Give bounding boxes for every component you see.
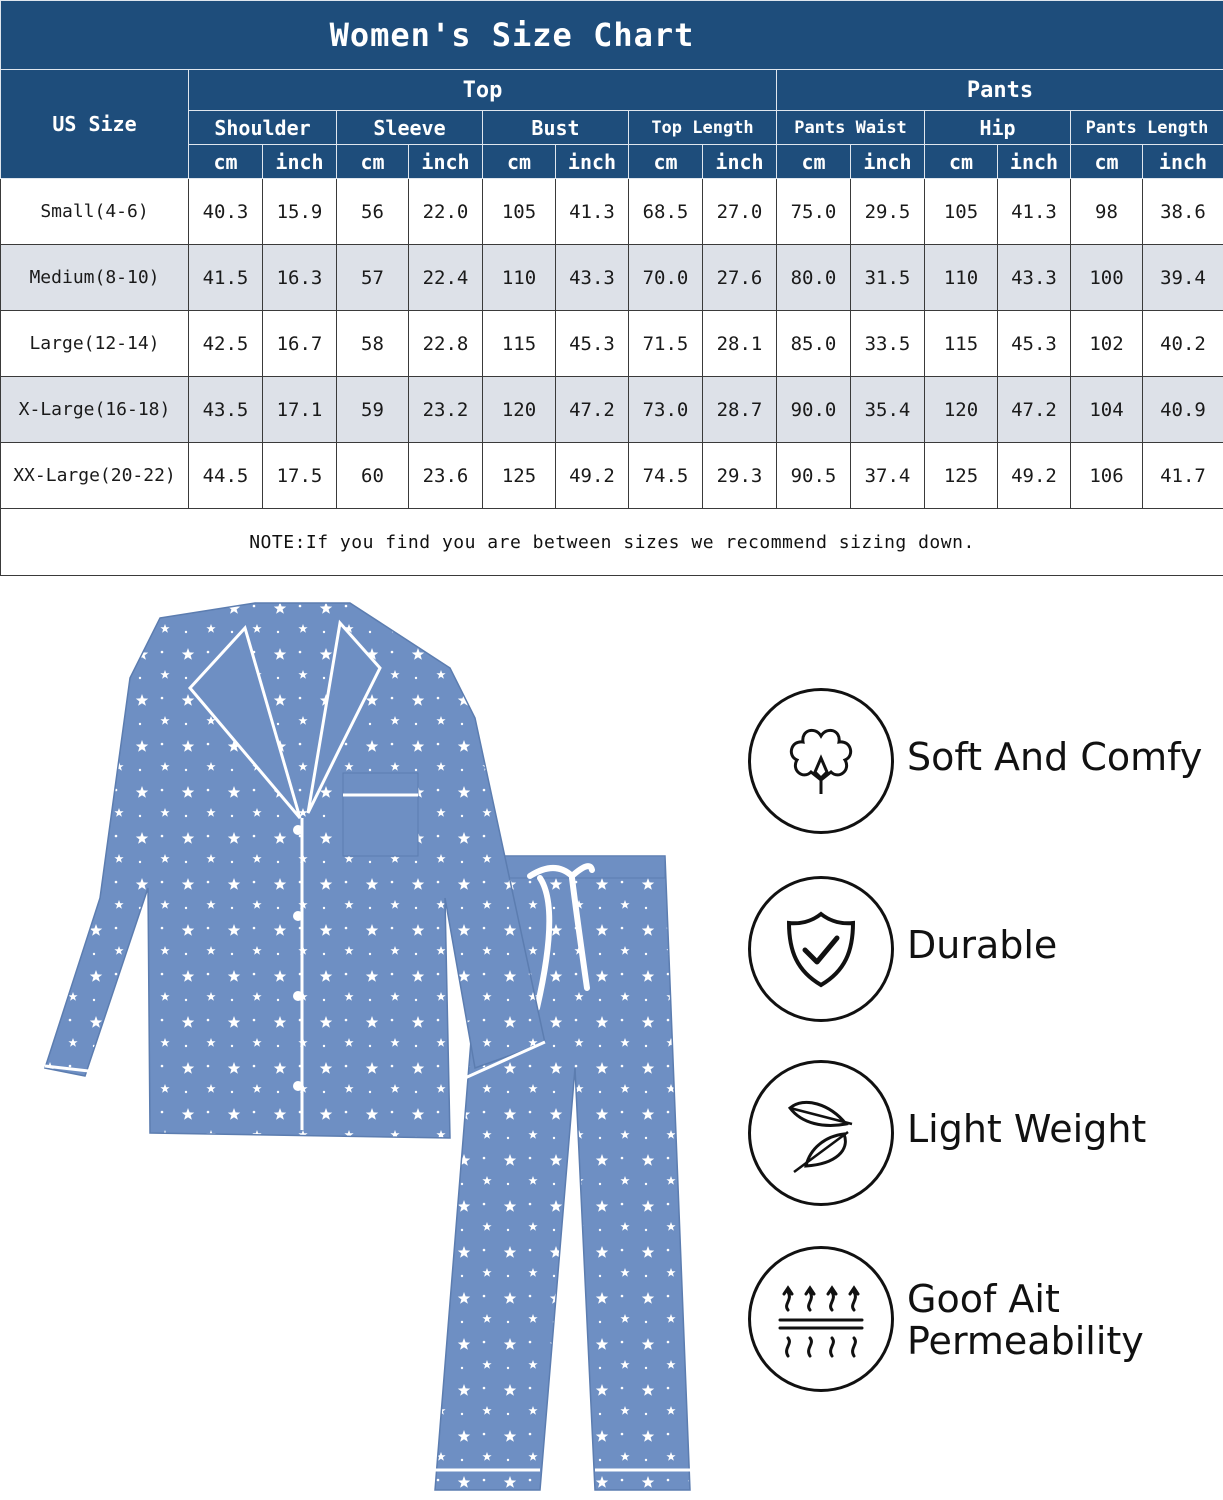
table-cell: 29.3 — [703, 443, 777, 509]
table-cell: 17.1 — [263, 377, 337, 443]
table-cell: 15.9 — [263, 179, 337, 245]
table-cell: 43.3 — [556, 245, 629, 311]
table-row — [1, 245, 1223, 311]
unit-header-inch: inch — [1143, 145, 1223, 179]
table-cell: 29.5 — [851, 179, 925, 245]
unit-header-inch: inch — [263, 145, 337, 179]
top-length-header: Top Length — [629, 111, 777, 145]
table-cell: 120 — [925, 377, 998, 443]
table-cell: 38.6 — [1143, 179, 1223, 245]
table-cell: 90.0 — [777, 377, 851, 443]
table-cell: 59 — [337, 377, 409, 443]
table-cell: 47.2 — [556, 377, 629, 443]
table-cell: 110 — [925, 245, 998, 311]
pants-group-header: Pants — [777, 70, 1223, 111]
shoulder-header: Shoulder — [189, 111, 337, 145]
table-cell: 56 — [337, 179, 409, 245]
table-cell: 44.5 — [189, 443, 263, 509]
unit-header-inch: inch — [409, 145, 483, 179]
unit-header-cm: cm — [925, 145, 998, 179]
size-label: Medium(8-10) — [1, 245, 189, 311]
table-cell: 125 — [925, 443, 998, 509]
table-cell: 73.0 — [629, 377, 703, 443]
table-cell: 57 — [337, 245, 409, 311]
unit-header-inch: inch — [556, 145, 629, 179]
unit-header-inch: inch — [851, 145, 925, 179]
table-cell: 27.6 — [703, 245, 777, 311]
table-cell: 70.0 — [629, 245, 703, 311]
table-cell: 41.3 — [998, 179, 1071, 245]
unit-header-cm: cm — [1071, 145, 1143, 179]
shield-check-icon — [748, 876, 894, 1022]
table-cell: 23.2 — [409, 377, 483, 443]
size-label: Small(4-6) — [1, 179, 189, 245]
size-label: Large(12-14) — [1, 311, 189, 377]
table-cell: 45.3 — [556, 311, 629, 377]
table-cell: 45.3 — [998, 311, 1071, 377]
table-cell: 23.6 — [409, 443, 483, 509]
air-flow-icon — [748, 1246, 894, 1392]
pants-length-header: Pants Length — [1071, 111, 1223, 145]
table-cell: 47.2 — [998, 377, 1071, 443]
table-cell: 27.0 — [703, 179, 777, 245]
table-cell: 74.5 — [629, 443, 703, 509]
table-cell: 68.5 — [629, 179, 703, 245]
unit-header-cm: cm — [337, 145, 409, 179]
pants-waist-header: Pants Waist — [777, 111, 925, 145]
table-row — [1, 311, 1223, 377]
table-cell: 41.7 — [1143, 443, 1223, 509]
table-cell: 110 — [483, 245, 556, 311]
bust-header: Bust — [483, 111, 629, 145]
table-cell: 31.5 — [851, 245, 925, 311]
table-cell: 49.2 — [556, 443, 629, 509]
table-cell: 100 — [1071, 245, 1143, 311]
table-cell: 105 — [925, 179, 998, 245]
table-cell: 105 — [483, 179, 556, 245]
table-cell: 104 — [1071, 377, 1143, 443]
unit-header-cm: cm — [189, 145, 263, 179]
table-cell: 98 — [1071, 179, 1143, 245]
size-label: XX-Large(20-22) — [1, 443, 189, 509]
table-cell: 80.0 — [777, 245, 851, 311]
table-cell: 16.3 — [263, 245, 337, 311]
table-cell: 90.5 — [777, 443, 851, 509]
feature-label: Goof Ait Permeability — [907, 1277, 1144, 1363]
table-cell: 106 — [1071, 443, 1143, 509]
table-cell: 115 — [483, 311, 556, 377]
table-cell: 28.1 — [703, 311, 777, 377]
sleeve-header: Sleeve — [337, 111, 483, 145]
feature-label: Soft And Comfy — [907, 735, 1203, 779]
top-group-header: Top — [189, 70, 777, 111]
table-cell: 22.8 — [409, 311, 483, 377]
feature-label: Light Weight — [907, 1107, 1147, 1151]
table-row — [1, 179, 1223, 245]
table-cell: 41.3 — [556, 179, 629, 245]
table-cell: 39.4 — [1143, 245, 1223, 311]
table-cell: 40.2 — [1143, 311, 1223, 377]
size-rows — [1, 179, 1223, 509]
feature-light-weight — [745, 1060, 1223, 1210]
unit-header-cm: cm — [777, 145, 851, 179]
table-cell: 16.7 — [263, 311, 337, 377]
table-cell: 75.0 — [777, 179, 851, 245]
table-cell: 28.7 — [703, 377, 777, 443]
table-cell: 33.5 — [851, 311, 925, 377]
table-cell: 85.0 — [777, 311, 851, 377]
table-cell: 58 — [337, 311, 409, 377]
table-cell: 40.9 — [1143, 377, 1223, 443]
table-cell: 35.4 — [851, 377, 925, 443]
table-cell: 43.5 — [189, 377, 263, 443]
unit-header-inch: inch — [998, 145, 1071, 179]
feature-air-permeability — [745, 1246, 1223, 1396]
unit-header-cm: cm — [629, 145, 703, 179]
table-cell: 120 — [483, 377, 556, 443]
feather-icon — [748, 1060, 894, 1206]
size-chart-table — [0, 0, 1223, 576]
table-cell: 37.4 — [851, 443, 925, 509]
table-cell: 40.3 — [189, 179, 263, 245]
feature-soft-and-comfy — [745, 688, 1223, 838]
unit-header-inch: inch — [703, 145, 777, 179]
table-cell: 42.5 — [189, 311, 263, 377]
table-cell: 115 — [925, 311, 998, 377]
table-row — [1, 443, 1223, 509]
size-chart-title: Women's Size Chart — [1, 1, 1223, 70]
feature-durable — [745, 876, 1223, 1026]
table-cell: 49.2 — [998, 443, 1071, 509]
feature-label: Durable — [907, 923, 1058, 967]
cotton-icon — [748, 688, 894, 834]
pajama-set-image — [40, 598, 720, 1498]
table-row — [1, 377, 1223, 443]
table-cell: 22.4 — [409, 245, 483, 311]
table-cell: 60 — [337, 443, 409, 509]
table-cell: 102 — [1071, 311, 1143, 377]
table-cell: 43.3 — [998, 245, 1071, 311]
us-size-header: US Size — [1, 70, 189, 179]
unit-header-cm: cm — [483, 145, 556, 179]
sizing-note: NOTE:If you find you are between sizes we recommend sizing down. — [1, 509, 1223, 576]
table-cell: 125 — [483, 443, 556, 509]
table-cell: 71.5 — [629, 311, 703, 377]
hip-header: Hip — [925, 111, 1071, 145]
size-label: X-Large(16-18) — [1, 377, 189, 443]
table-cell: 22.0 — [409, 179, 483, 245]
table-cell: 17.5 — [263, 443, 337, 509]
table-cell: 41.5 — [189, 245, 263, 311]
